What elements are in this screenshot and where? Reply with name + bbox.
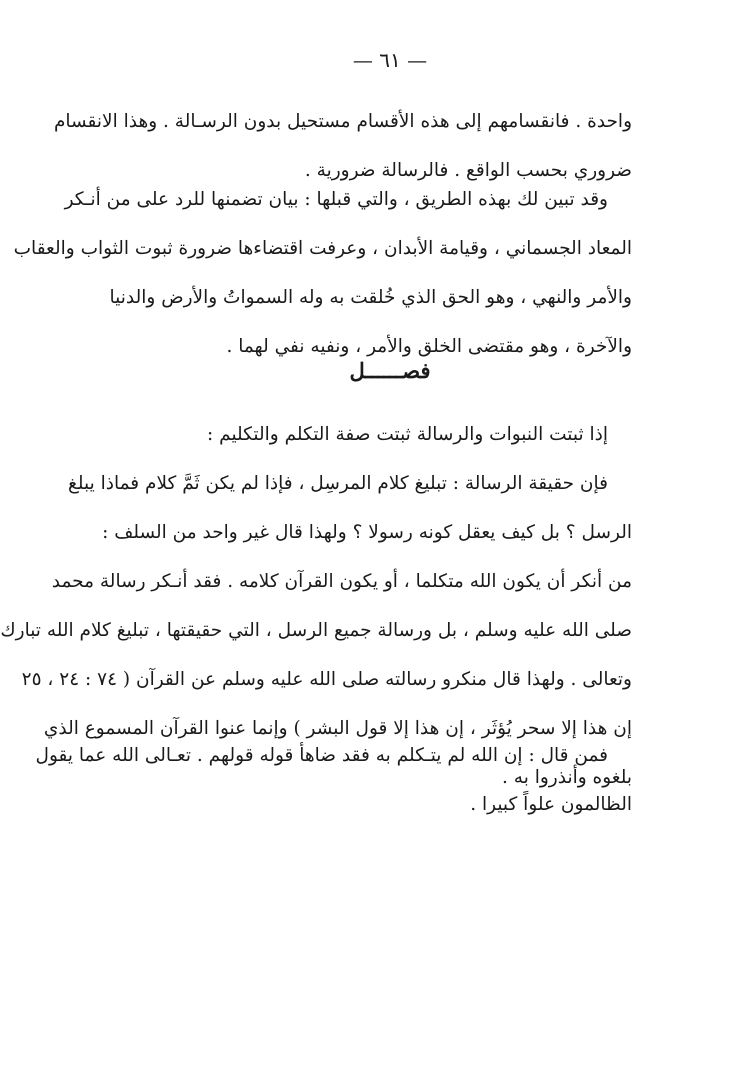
text-line: الظالمون علواً كبيرا .	[470, 794, 632, 815]
text-line: والآخرة ، وهو مقتضى الخلق والأمر ، ونفيه نفي لهما .	[226, 336, 632, 357]
text-line: الرسل ؟ بل كيف يعقل كونه رسولا ؟ ولهذا قال غير واحد من السلف :	[102, 522, 632, 543]
paragraph-4	[35, 731, 632, 829]
section-heading: فصــــــل	[349, 358, 431, 383]
text-line: إن هذا إلا سحر يُؤثَر ، إن هذا إلا قول البشر ) وإنما عنوا القرآن المسموع الذي	[43, 718, 632, 739]
text-line: فمن قال : إن الله لم يتـكلم به فقد ضاهأ قوله قولهم . تعـالى الله عما يقول	[35, 745, 608, 766]
text-line: إذا ثبتت النبوات والرسالة ثبتت صفة التكلم والتكليم :	[207, 424, 608, 445]
text-line: صلى الله عليه وسلم ، بل ورسالة جميع الرسل ، التي حقيقتها ، تبليغ كلام الله تبارك	[0, 620, 632, 641]
text-line: المعاد الجسماني ، وقيامة الأبدان ، وعرفت اقتضاءها ضرورة ثبوت الثواب والعقاب	[13, 238, 632, 259]
text-line: وتعالى . ولهذا قال منكرو رسالته صلى الله عليه وسلم عن القرآن ( ٧٤ : ٢٤ ، ٢٥	[21, 669, 632, 690]
text-line: بلغوه وأنذروا به .	[502, 767, 632, 788]
text-line: وقد تبين لك بهذه الطريق ، والتي قبلها : بيان تضمنها للرد على من أنـكر	[64, 189, 608, 210]
text-line: فإن حقيقة الرسالة : تبليغ كلام المرسِل ، فإذا لم يكن ثَمَّ كلام فماذا يبلغ	[68, 473, 608, 494]
text-line: والأمر والنهي ، وهو الحق الذي خُلقت به وله السمواتُ والأرض والدنيا	[109, 287, 632, 308]
paragraph-2	[13, 175, 632, 371]
text-line: واحدة . فانقسامهم إلى هذه الأقسام مستحيل بدون الرسـالة . وهذا الانقسام	[53, 111, 632, 132]
text-line: من أنكر أن يكون الله متكلما ، أو يكون القرآن كلامه . فقد أنـكر رسالة محمد	[51, 571, 632, 592]
text-line: ضروري بحسب الواقع . فالرسالة ضرورية .	[304, 160, 632, 181]
page-number: — ٦١ —	[352, 48, 428, 72]
